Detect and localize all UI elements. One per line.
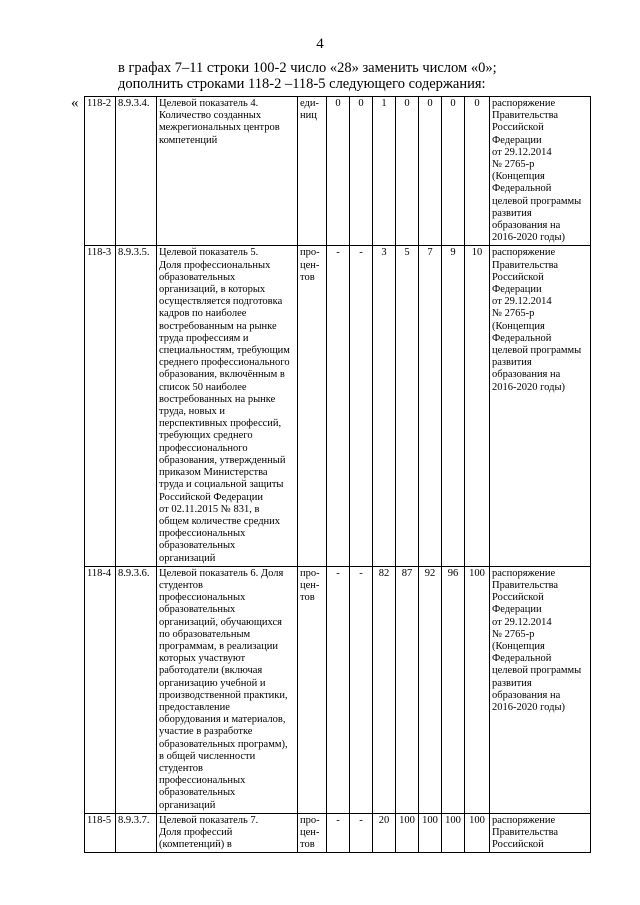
value-cell: 82 [373, 566, 396, 813]
value-cell: - [327, 813, 350, 853]
value-cell: 0 [442, 97, 465, 246]
row-unit: про- цен- тов [298, 813, 327, 853]
row-description: Целевой показатель 5. Доля профессиональных образовательных организаций, в которых осуществляется подготовка кадров по наиболее востребованным на рынке труда профессиям и специальностям, требующим среднего профессионального образования, включённым в список 50 наиболее востребованных на рынке труда, новых и перспективных профессий, требующих среднего профессионального образования, утвержденный приказом Министерства труда и социальной защиты Российской Федерации от 02.11.2015 № 831, в общем количестве средних профессиональных образовательных организаций [157, 246, 298, 566]
value-cell: 20 [373, 813, 396, 853]
value-cell: 100 [442, 813, 465, 853]
value-cell: 0 [419, 97, 442, 246]
value-cell: 100 [396, 813, 419, 853]
row-code: 8.9.3.6. [116, 566, 157, 813]
row-code: 8.9.3.4. [116, 97, 157, 246]
intro-text [118, 60, 497, 92]
value-cell: 87 [396, 566, 419, 813]
intro-line-1: в графах 7–11 строки 100-2 число «28» заменить числом «0»; [118, 60, 497, 76]
value-cell: 3 [373, 246, 396, 566]
table-row [85, 813, 591, 853]
row-number: 118-2 [85, 97, 116, 246]
row-description: Целевой показатель 7. Доля профессий (компетенций) в [157, 813, 298, 853]
value-cell: 7 [419, 246, 442, 566]
value-cell: - [350, 566, 373, 813]
value-cell: 100 [419, 813, 442, 853]
indicator-table [84, 96, 591, 853]
row-code: 8.9.3.7. [116, 813, 157, 853]
row-unit: про- цен- тов [298, 246, 327, 566]
table-row [85, 246, 591, 566]
row-description: Целевой показатель 6. Доля студентов профессиональных образовательных организаций, обучающихся по образовательным программам, в реализации которых участвуют работодатели (включая организацию учебной и производственной практики, предоставление оборудования и материалов, участие в разработке образовательных программ), в общей численности студентов профессиональных образовательных организаций [157, 566, 298, 813]
row-basis: распоряжение Правительства Российской Федерации от 29.12.2014 № 2765-р (Концепция Федеральной целевой программы развития образования на 2016-2020 годы) [490, 566, 591, 813]
intro-line-2: дополнить строками 118-2 –118-5 следующего содержания: [118, 76, 486, 92]
value-cell: - [350, 813, 373, 853]
value-cell: 9 [442, 246, 465, 566]
row-code: 8.9.3.5. [116, 246, 157, 566]
table-row [85, 97, 591, 246]
row-unit: еди- ниц [298, 97, 327, 246]
value-cell: 0 [396, 97, 419, 246]
value-cell: - [327, 566, 350, 813]
value-cell: 100 [465, 813, 490, 853]
row-number: 118-5 [85, 813, 116, 853]
value-cell: 96 [442, 566, 465, 813]
value-cell: - [327, 246, 350, 566]
table-row [85, 566, 591, 813]
row-description: Целевой показатель 4. Количество созданных межрегиональных центров компетенций [157, 97, 298, 246]
row-basis: распоряжение Правительства Российской Федерации от 29.12.2014 № 2765-р (Концепция Федеральной целевой программы развития образования на 2016-2020 годы) [490, 97, 591, 246]
value-cell: 92 [419, 566, 442, 813]
value-cell: 10 [465, 246, 490, 566]
page-number: 4 [316, 36, 324, 52]
value-cell: 1 [373, 97, 396, 246]
value-cell: 5 [396, 246, 419, 566]
value-cell: 0 [350, 97, 373, 246]
row-number: 118-3 [85, 246, 116, 566]
value-cell: 0 [465, 97, 490, 246]
row-basis: распоряжение Правительства Российской [490, 813, 591, 853]
row-basis: распоряжение Правительства Российской Федерации от 29.12.2014 № 2765-р (Концепция Федеральной целевой программы развития образования на 2016-2020 годы) [490, 246, 591, 566]
value-cell: - [350, 246, 373, 566]
row-unit: про- цен- тов [298, 566, 327, 813]
value-cell: 100 [465, 566, 490, 813]
opening-quote: « [71, 95, 79, 111]
value-cell: 0 [327, 97, 350, 246]
row-number: 118-4 [85, 566, 116, 813]
